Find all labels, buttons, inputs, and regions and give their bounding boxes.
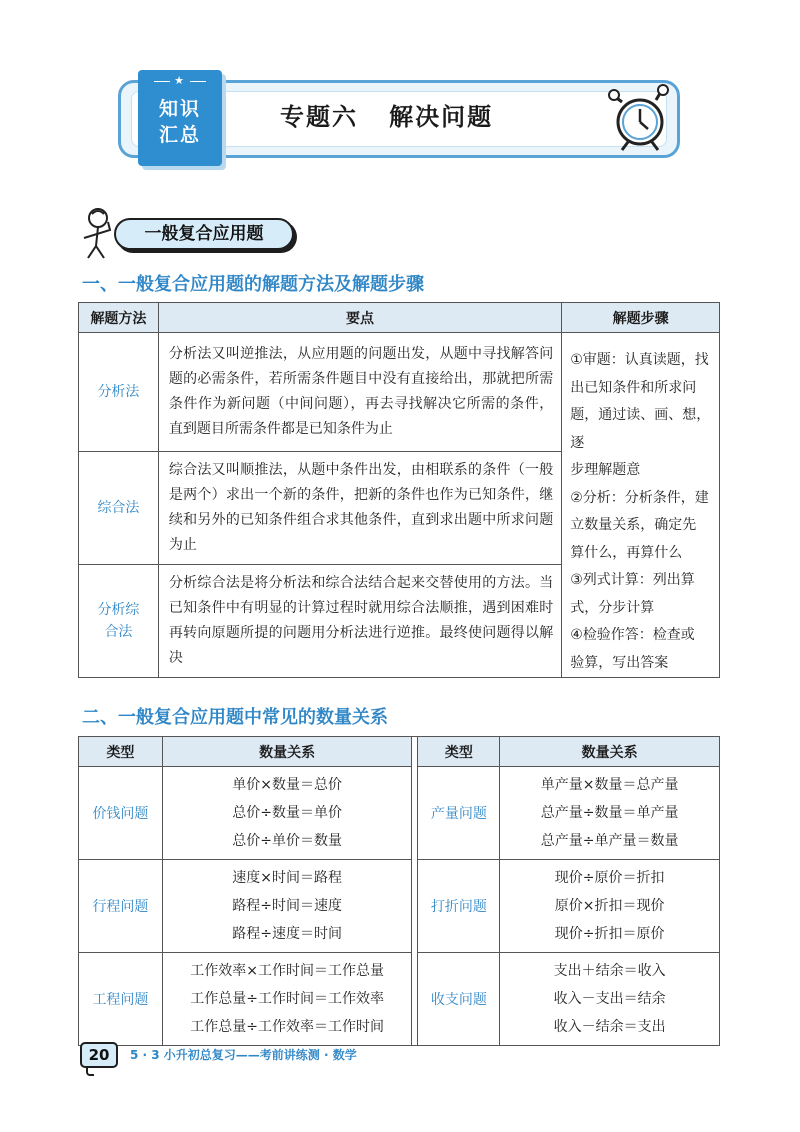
relation-line: 速度×时间＝路程	[232, 870, 343, 886]
section-pill-general-word-problems: 一般复合应用题	[114, 218, 294, 250]
relation-line: 路程÷速度＝时间	[232, 926, 343, 942]
section1-heading: 一、一般复合应用题的解题方法及解题步骤	[82, 274, 424, 295]
relation-line: 总产量÷数量＝单产量	[540, 805, 679, 821]
relation-line: 总价÷数量＝单价	[232, 805, 343, 821]
relations-cell	[500, 953, 720, 1046]
relations-cell	[500, 767, 720, 860]
step-line: ①审题：认真读题，找	[570, 352, 709, 368]
points-cell: 分析法又叫逆推法，从应用题的问题出发，从题中寻找解答问题的必需条件，若所需条件题目中没有直接给出，那就把所需条件作为新问题（中间问题），再去寻找解决它所需的条件，直到题目所需条件都是已知条件为止	[158, 333, 561, 452]
step-line: ④检验作答：检查或	[570, 627, 695, 643]
relation-line: 单产量×数量＝总产量	[540, 777, 679, 793]
page-title: 专题六 解决问题	[280, 103, 494, 131]
points-cell: 综合法又叫顺推法，从题中条件出发，由相联系的条件（一般是两个）求出一个新的条件，把新的条件也作为已知条件，继续和另外的已知条件组合求其他条件，直到求出题中所求问题为止	[158, 452, 561, 565]
step-line: 式，分步计算	[570, 599, 655, 616]
method-line: 分析综	[97, 602, 140, 619]
type-cell: 打折问题	[418, 860, 500, 953]
type-cell: 行程问题	[79, 860, 163, 953]
relation-line: 工作总量÷工作效率＝工作时间	[190, 1019, 385, 1035]
relation-line: 收入－支出＝结余	[553, 991, 666, 1007]
column-header-type: 类型	[79, 737, 163, 767]
relation-line: 支出＋结余＝收入	[553, 963, 666, 979]
table-row	[79, 860, 720, 953]
column-header-type: 类型	[418, 737, 500, 767]
quantity-relations-table	[78, 736, 720, 1046]
table-header-row	[79, 303, 720, 333]
step-line: 算什么，再算什么	[570, 544, 683, 561]
relations-cell	[162, 953, 412, 1046]
column-header-relations: 数量关系	[500, 737, 720, 767]
badge-line2: 汇总	[158, 124, 201, 146]
type-cell: 工程问题	[79, 953, 163, 1046]
star-icon: ★	[138, 74, 222, 88]
relation-line: 现价÷原价＝折扣	[554, 870, 665, 886]
relation-line: 路程÷时间＝速度	[232, 898, 343, 914]
method-cell: 综合法	[79, 452, 159, 565]
page-number-tail	[86, 1066, 94, 1076]
table-row	[79, 333, 720, 452]
relations-cell	[500, 860, 720, 953]
method-cell: 分析法	[79, 333, 159, 452]
knowledge-summary-badge	[138, 70, 222, 166]
relation-line: 总产量÷单产量＝数量	[540, 833, 679, 849]
table-row	[79, 953, 720, 1046]
column-header-relations: 数量关系	[162, 737, 412, 767]
step-line: 验算，写出答案	[570, 654, 669, 671]
step-line: ③列式计算：列出算	[570, 572, 695, 588]
column-header-method: 解题方法	[79, 303, 159, 333]
relation-line: 现价÷折扣＝原价	[554, 926, 665, 942]
type-cell: 产量问题	[418, 767, 500, 860]
step-line: 立数量关系，确定先	[570, 517, 697, 533]
column-header-points: 要点	[158, 303, 561, 333]
relation-line: 收入－结余＝支出	[553, 1019, 666, 1035]
page-number: 20	[80, 1042, 118, 1068]
solving-methods-table	[78, 302, 720, 678]
step-line: 出已知条件和所求问	[570, 379, 697, 396]
method-cell	[79, 565, 159, 678]
points-cell: 分析综合法是将分析法和综合法结合起来交替使用的方法。当已知条件中有明显的计算过程时就用综合法顺推，遇到困难时再转向原题所提的问题用分析法进行逆推。最终使问题得以解决	[158, 565, 561, 678]
relation-line: 工作效率×工作时间＝工作总量	[190, 963, 385, 979]
relation-line: 原价×折扣＝现价	[554, 898, 665, 914]
step-line: ②分析：分析条件，建	[570, 489, 709, 506]
column-header-steps: 解题步骤	[562, 303, 720, 333]
section2-heading: 二、一般复合应用题中常见的数量关系	[82, 707, 388, 728]
relation-line: 单价×数量＝总价	[232, 777, 343, 793]
steps-cell	[562, 333, 720, 678]
method-line: 合法	[104, 624, 133, 641]
book-title: 5 · 3 小升初总复习——考前讲练测 · 数学	[130, 1048, 357, 1062]
step-line: 步理解题意	[570, 462, 641, 478]
relation-line: 工作总量÷工作时间＝工作效率	[190, 991, 385, 1007]
badge-line1: 知识	[158, 98, 201, 120]
relations-cell	[162, 860, 412, 953]
relations-cell	[162, 767, 412, 860]
type-cell: 收支问题	[418, 953, 500, 1046]
type-cell: 价钱问题	[79, 767, 163, 860]
table-header-row	[79, 737, 720, 767]
alarm-clock-icon	[600, 84, 680, 154]
relation-line: 总价÷单价＝数量	[232, 833, 343, 849]
table-row	[79, 767, 720, 860]
step-line: 题，通过读、画、想，逐	[570, 407, 711, 451]
